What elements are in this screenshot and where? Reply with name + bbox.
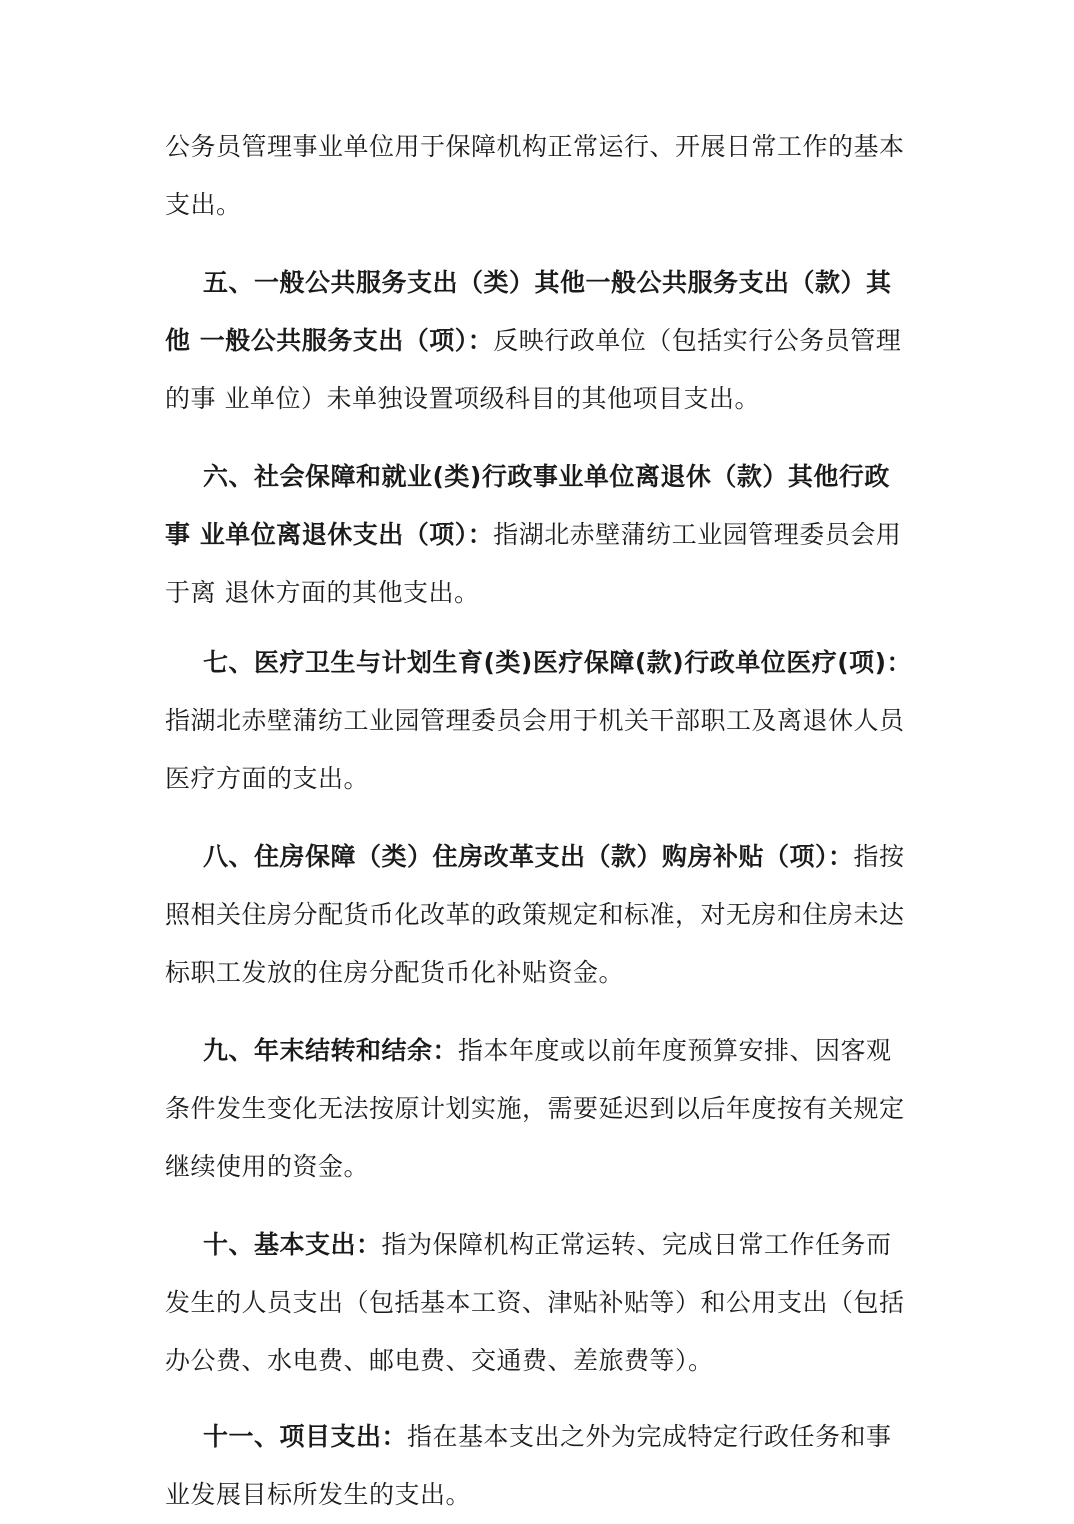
paragraph-item-6 [165,448,915,622]
paragraph-heading: 八、住房保障（类）住房改革支出（款）购房补贴（项）： [203,842,854,871]
paragraph-heading: 十一、项目支出： [203,1422,408,1451]
paragraph-body: 指按照相关住房分配货币化改革的政策规定和标准，对无房和住房未达标职工发放的住房分配货币化补贴资金。 [165,842,905,987]
paragraph-body: 指在基本支出之外为完成特定行政任务和事业发展目标所发生的支出。 [165,1422,892,1509]
paragraph-heading: 十、基本支出： [203,1230,382,1259]
paragraph-item-7 [165,634,915,808]
paragraph-heading: 六、社会保障和就业(类)行政事业单位离退休（款）其他行政事 业单位离退休支出（项）： [165,462,890,549]
paragraph-item-5 [165,254,915,428]
paragraph-body: 指湖北赤壁蒲纺工业园管理委员会用于离 退休方面的其他支出。 [165,520,902,607]
paragraph-heading: 五、一般公共服务支出（类）其他一般公共服务支出（款）其他 一般公共服务支出（项）： [165,268,892,355]
paragraph-body: 指为保障机构正常运转、完成日常工作任务而发生的人员支出（包括基本工资、津贴补贴等）和公用支出（包括办公费、水电费、邮电费、交通费、差旅费等）。 [165,1230,905,1375]
paragraph-body: 指本年度或以前年度预算安排、因客观条件发生变化无法按原计划实施，需要延迟到以后年度按有关规定继续使用的资金。 [165,1036,905,1181]
paragraph-heading: 九、年末结转和结余： [203,1036,459,1065]
paragraph-body: 公务员管理事业单位用于保障机构正常运行、开展日常工作的基本支出。 [165,132,905,219]
paragraph-body: 指湖北赤壁蒲纺工业园管理委员会用于机关干部职工及离退休人员医疗方面的支出。 [165,706,905,793]
paragraph-item-10 [165,1216,915,1390]
paragraph-item-9 [165,1022,915,1196]
paragraph-heading: 七、医疗卫生与计划生育(类)医疗保障(款)行政单位医疗(项)： [203,648,913,677]
paragraph-item-8 [165,828,915,1002]
paragraph-item-11 [165,1408,915,1524]
paragraph-body: 反映行政单位（包括实行公务员管理的事 业单位）未单独设置项级科目的其他项目支出。 [165,326,902,413]
paragraph-continuation [165,118,915,234]
